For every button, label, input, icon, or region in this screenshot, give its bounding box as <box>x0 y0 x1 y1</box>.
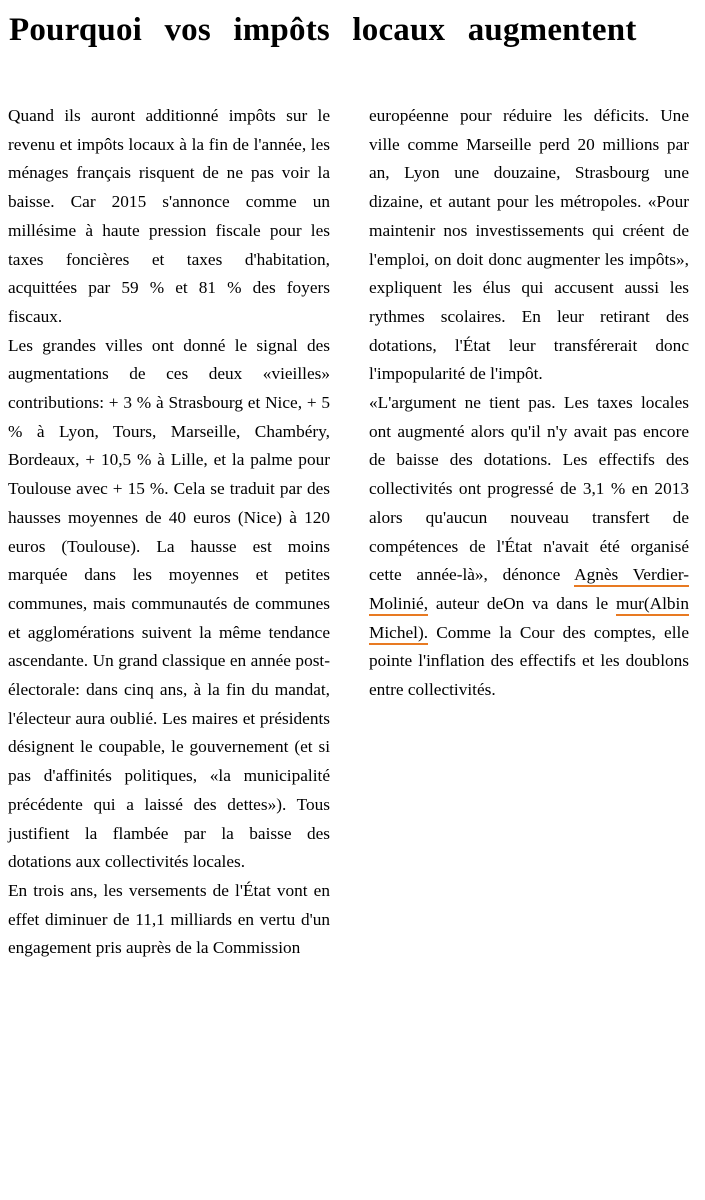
paragraph: européenne pour réduire les déficits. Une ville comme Marseille perd 20 millions par an, Lyon une douzaine, Strasbourg une dizaine, et autant pour les métropoles. «Pour maintenir nos investissements qui créent de l'emploi, on doit donc augmenter les impôts», expliquent les élus qui accusent aussi les rythmes scolaires. En leur retirant des dotations, l'État leur transférerait donc l'impopularité de l'impôt. <box>369 106 689 384</box>
paragraph: Les grandes villes ont donné le signal des augmentations de ces deux «vieilles» contributions: + 3 % à Strasbourg et Nice, + 5 % à Lyon, Tours, Marseille, Chambéry, Bordeaux, + 10,5 % à Lille, et la palme pour Toulouse avec + 15 %. Cela se traduit par des hausses moyennes de 40 euros (Nice) à 120 euros (Toulouse). La hausse est moins marquée dans les moyennes et petites communes, mais communautés de communes et agglomérations suivent la même tendance ascendante. Un grand classique en année post-électorale: dans cinq ans, à la fin du mandat, l'électeur aura oublié. Les maires et présidents désignent le coupable, le gouvernement (et si pas d'affinités politiques, «la municipalité précédente qui a laissé des dettes»). Tous justifient la flambée par la baisse des dotations aux collectivités locales. <box>8 335 330 872</box>
paragraph-quote <box>369 389 689 705</box>
article-left-column <box>8 102 330 963</box>
highlighted-book-reference: mur(Albin <box>616 594 689 616</box>
quote-text: «L'argument ne tient pas. Les taxes locales ont augmenté alors qu'il n'y avait pas encore de baisse des dotations. Les effectifs des collectivités ont progressé de 3,1 % en 2013 alors qu'aucun nouveau transfert de compétences de l'État n'avait été organisé cette année-là», dénonce <box>369 393 689 585</box>
highlighted-author-name: Agnès Verdier-Molinié, <box>369 565 689 616</box>
paragraph-conclusion: Comme la Cour des comptes, elle pointe l'inflation des effectifs et les doublons entre collectivités. <box>369 622 689 700</box>
highlighted-book-publisher: Michel). <box>369 623 428 645</box>
article-right-column <box>369 102 689 705</box>
paragraph: En trois ans, les versements de l'État vont en effet diminuer de 11,1 milliards en vertu d'un engagement pris auprès de la Commission <box>8 880 330 958</box>
paragraph: Quand ils auront additionné impôts sur le revenu et impôts locaux à la fin de l'année, les ménages français risquent de ne pas voir la baisse. Car 2015 s'annonce comme un millésime à haute pression fiscale pour les taxes foncières et taxes d'habitation, acquittées par 59 % et 81 % des foyers fiscaux. <box>8 106 330 326</box>
article-title: Pourquoi vos impôts locaux augmentent <box>9 12 637 48</box>
author-description: auteur deOn va dans le <box>435 593 609 613</box>
